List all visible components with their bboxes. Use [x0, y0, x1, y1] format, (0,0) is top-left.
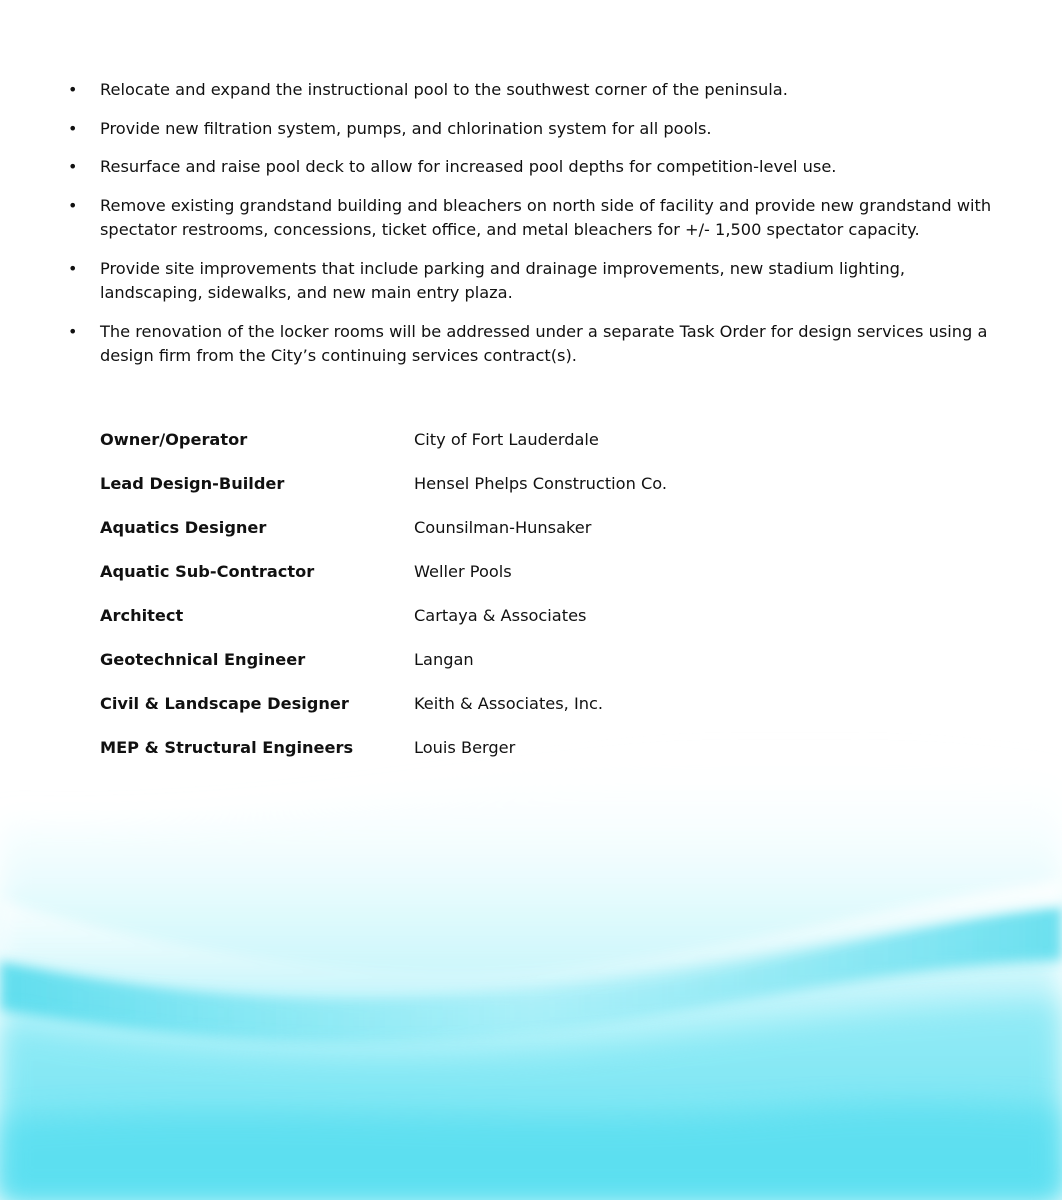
bullet-item — [68, 117, 998, 142]
team-role: Aquatics Designer — [100, 518, 267, 537]
bullet-text: Provide site improvements that include parking and drainage improvements, new stadium lighting, landscaping, sidewalks, and new main entry plaza. — [100, 258, 906, 302]
team-role: Lead Design-Builder — [100, 474, 285, 493]
bullet-item — [68, 257, 998, 306]
team-firm: City of Fort Lauderdale — [414, 430, 599, 449]
team-firm: Weller Pools — [414, 562, 512, 581]
bullet-text: Relocate and expand the instructional pool to the southwest corner of the peninsula. — [100, 80, 788, 99]
scope-bullet-list — [68, 78, 998, 383]
team-firm: Keith & Associates, Inc. — [414, 694, 604, 713]
team-row — [100, 646, 900, 690]
team-row — [100, 514, 900, 558]
team-firm: Counsilman-Hunsaker — [414, 518, 592, 537]
team-role: Owner/Operator — [100, 430, 248, 449]
team-role: Geotechnical Engineer — [100, 650, 306, 669]
bullet-icon: • — [68, 157, 78, 176]
bullet-text: Resurface and raise pool deck to allow for increased pool depths for competition-level use. — [100, 157, 837, 176]
team-role: Aquatic Sub-Contractor — [100, 562, 315, 581]
team-role: Civil & Landscape Designer — [100, 694, 349, 713]
team-row — [100, 426, 900, 470]
bullet-item — [68, 155, 998, 180]
bullet-icon: • — [68, 258, 78, 278]
project-team-table — [100, 426, 900, 778]
bullet-icon: • — [68, 195, 78, 215]
team-firm: Langan — [414, 650, 474, 669]
team-firm: Cartaya & Associates — [414, 606, 587, 625]
bullet-icon: • — [68, 80, 78, 99]
bullet-text: Provide new filtration system, pumps, and chlorination system for all pools. — [100, 118, 712, 138]
team-row — [100, 690, 900, 734]
bullet-item — [68, 194, 998, 243]
team-row — [100, 602, 900, 646]
team-row — [100, 558, 900, 602]
bullet-icon: • — [68, 321, 78, 341]
team-firm: Hensel Phelps Construction Co. — [414, 474, 668, 493]
team-role: MEP & Structural Engineers — [100, 738, 354, 757]
bullet-item — [68, 320, 998, 369]
team-role: Architect — [100, 606, 184, 625]
team-row — [100, 470, 900, 514]
bullet-item — [68, 78, 998, 103]
wave-bottom — [0, 1104, 1062, 1200]
bullet-icon: • — [68, 118, 78, 138]
team-row — [100, 734, 900, 778]
bullet-text: The renovation of the locker rooms will be addressed under a separate Task Order for design services using a design firm from the City’s continuing services contract(s). — [100, 321, 988, 365]
team-firm: Louis Berger — [414, 738, 516, 757]
bullet-text: Remove existing grandstand building and bleachers on north side of facility and provide new grandstand with spectator restrooms, concessions, ticket office, and metal bleachers for +/- 1,500 spectator capacity. — [100, 195, 992, 239]
